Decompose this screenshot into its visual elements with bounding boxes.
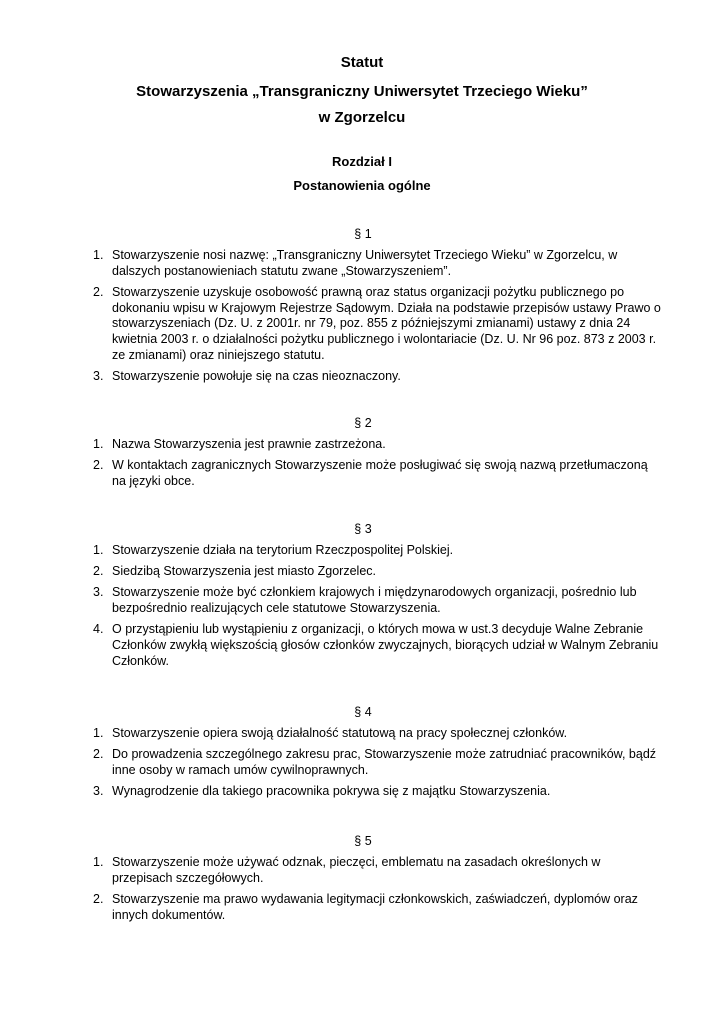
section-4 — [93, 704, 663, 805]
item-text: W kontaktach zagranicznych Stowarzyszenie może posługiwać się swoją nazwą przetłumaczoną na języki obce. — [112, 458, 648, 488]
item-number: 2. — [93, 891, 104, 906]
item-text: Stowarzyszenie może być członkiem krajowych i międzynarodowych organizacji, pośrednio lub bezpośrednio realizujących cele statutowe Stowarzyszenia. — [112, 585, 637, 616]
item-text: Stowarzyszenie uzyskuje osobowość prawną oraz status organizacji pożytku publicznego po dokonaniu wpisu w Krajowym Rejestrze Sądowym. Działa na podstawie przepisów ustawy Prawo o stowarzyszeniach (Dz. U. z 2001r. nr 79, poz. 855 z późniejszymi zmianami) ustawy z dnia 24 kwietnia 2003 r. o działalności pożytku publicznego i wolontariacie (Dz. U. Nr 96 poz. 873 z 2003 r. ze zmianami) oraz niniejszego statutu. — [112, 284, 661, 362]
list-item — [93, 248, 663, 279]
item-number: 1. — [93, 855, 104, 869]
list-item — [93, 458, 663, 489]
section-list — [93, 543, 663, 669]
document-title-line-3: w Zgorzelcu — [318, 109, 406, 126]
section-list — [93, 437, 663, 490]
item-number: 1. — [93, 543, 104, 557]
item-text: Nazwa Stowarzyszenia jest prawnie zastrzeżona. — [112, 437, 386, 451]
list-item — [93, 543, 663, 559]
item-number: 2. — [93, 458, 104, 473]
item-number: 1. — [93, 726, 104, 740]
list-item — [93, 747, 663, 778]
item-number: 2. — [93, 747, 104, 762]
item-text: Stowarzyszenie opiera swoją działalność statutową na pracy społecznej członków. — [112, 726, 568, 740]
list-item — [93, 437, 663, 453]
list-item — [93, 622, 663, 669]
item-number: 2. — [93, 564, 104, 579]
chapter-name: Postanowienia ogólne — [293, 178, 431, 193]
list-item — [93, 369, 663, 385]
list-item — [93, 564, 663, 580]
section-2 — [93, 415, 663, 495]
item-text: Stowarzyszenie nosi nazwę: „Transgraniczny Uniwersytet Trzeciego Wieku” w Zgorzelcu, w dalszych postanowieniach statutu zwane „Stowarzyszeniem”. — [112, 248, 618, 278]
list-item — [93, 285, 663, 364]
item-number: 1. — [93, 248, 104, 262]
item-text: Stowarzyszenie działa na terytorium Rzeczpospolitej Polskiej. — [112, 543, 454, 557]
item-text: Stowarzyszenie może używać odznak, pieczęci, emblematu na zasadach określonych w przepisach szczegółowych. — [112, 855, 601, 885]
section-list — [93, 855, 663, 923]
item-number: 3. — [93, 784, 104, 799]
item-text: Siedzibą Stowarzyszenia jest miasto Zgorzelec. — [112, 564, 377, 579]
list-item — [93, 892, 663, 923]
item-number: 4. — [93, 622, 104, 637]
section-5 — [93, 833, 663, 929]
item-text: Stowarzyszenie powołuje się na czas nieoznaczony. — [112, 368, 401, 383]
item-text: Stowarzyszenie ma prawo wydawania legitymacji członkowskich, zaświadczeń, dyplomów oraz innych dokumentów. — [112, 891, 638, 922]
document-title: Statut — [340, 54, 384, 71]
list-item — [93, 726, 663, 742]
item-number: 1. — [93, 437, 104, 451]
document-title-line-2: Stowarzyszenia „Transgraniczny Uniwersytet Trzeciego Wieku” — [136, 83, 588, 100]
section-3 — [93, 521, 663, 675]
item-text: O przystąpieniu lub wystąpieniu z organizacji, o których mowa w ust.3 decyduje Walne Zebranie Członków zwykłą większością głosów członków zwyczajnych, biorących udział w Walnym Zebraniu Członków. — [112, 622, 659, 668]
list-item — [93, 855, 663, 886]
item-number: 3. — [93, 585, 104, 600]
section-mark: § 3 — [354, 522, 372, 536]
item-number: 2. — [93, 284, 104, 299]
item-text: Wynagrodzenie dla takiego pracownika pokrywa się z majątku Stowarzyszenia. — [112, 784, 551, 799]
section-mark: § 2 — [354, 416, 372, 430]
item-number: 3. — [93, 368, 104, 383]
section-1 — [93, 226, 663, 390]
item-text: Do prowadzenia szczególnego zakresu prac, Stowarzyszenie może zatrudniać pracowników, bądź inne osoby w ramach umów cywilnoprawnych. — [112, 747, 657, 777]
section-list — [93, 726, 663, 800]
section-mark: § 4 — [354, 705, 372, 719]
section-mark: § 1 — [354, 227, 372, 241]
section-list — [93, 248, 663, 385]
list-item — [93, 784, 663, 800]
section-mark: § 5 — [354, 834, 372, 848]
list-item — [93, 585, 663, 616]
chapter-number: Rozdział I — [332, 154, 392, 169]
